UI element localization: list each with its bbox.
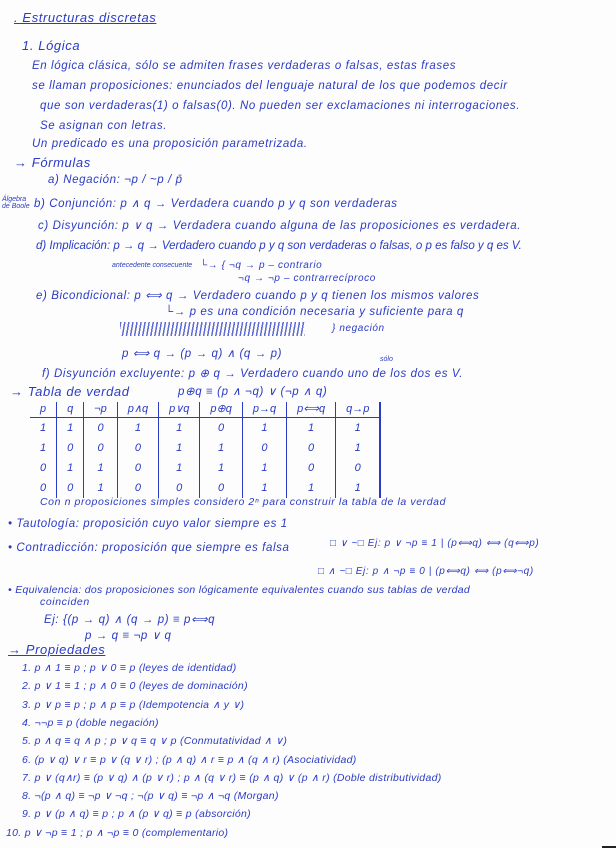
table-cell: 1 <box>242 478 286 498</box>
property-item: 5. p ∧ q ≡ q ∧ p ; p ∨ q ≡ q ∨ p (Conmutatividad ∧ ∨) <box>22 735 288 748</box>
table-column-header: p⟺q <box>287 402 336 418</box>
property-item: 6. (p ∨ q) ∨ r ≡ p ∨ (q ∨ r) ; (p ∧ q) ∧ r ≡ p ∧ (q ∧ r) (Asociatividad) <box>22 753 357 766</box>
table-cell: 1 <box>242 418 286 439</box>
table-cell: 1 <box>287 478 336 498</box>
table-cell: 0 <box>30 458 57 478</box>
table-header-row <box>30 402 380 418</box>
table-column-header: p∧q <box>117 402 158 418</box>
table-cell: 0 <box>242 438 286 458</box>
tautology-example: □ ∨ ~□ Ej: p ∨ ¬p ≡ 1 | (p⟺q) ⟺ (q⟺p) <box>330 538 540 549</box>
property-item: 1. p ∧ 1 ≡ p ; p ∨ 0 ≡ p (leyes de identidad) <box>22 662 237 674</box>
table-column-header: p∨q <box>159 402 200 418</box>
implication-contrapositive: ¬q → ¬p – contrarrecíproco <box>238 273 376 284</box>
formula-negation: a) Negación: ¬p / ~p / p̄ <box>48 174 183 186</box>
table-cell: 1 <box>159 418 200 439</box>
definition-tautology: • Tautología: proposición cuyo valor siempre es 1 <box>8 518 288 530</box>
implication-contrary: └→ { ¬q → p – contrario <box>200 260 323 271</box>
table-cell: 1 <box>242 458 286 478</box>
intro-line: que son verdaderas(1) o falsas(0). No pueden ser exclamaciones ni interrogaciones. <box>40 100 521 112</box>
definition-contradiction: • Contradicción: proposición que siempre es falsa <box>8 542 290 554</box>
property-item: 10. p ∨ ¬p ≡ 1 ; p ∧ ¬p ≡ 0 (complementario) <box>6 826 229 839</box>
table-cell: 1 <box>336 438 381 458</box>
table-cell: 1 <box>57 418 84 439</box>
table-column-header: q→p <box>336 402 381 418</box>
table-cell: 0 <box>84 418 118 439</box>
formula-disjunction: c) Disyunción: p ∨ q → Verdadera cuando alguna de las proposiciones es verdadera. <box>38 220 521 232</box>
intro-line: Se asignan con letras. <box>40 120 167 132</box>
table-column-header: p→q <box>242 402 286 418</box>
biconditional-note: └→ p es una condición necesaria y suficiente para q <box>165 306 464 318</box>
property-item: 7. p ∨ (q∧r) ≡ (p ∨ q) ∧ (p ∨ r) ; p ∧ (q ∨ r) ≡ (p ∧ q) ∨ (p ∧ r) (Doble distributividad) <box>22 771 442 784</box>
table-cell: 0 <box>200 418 242 439</box>
table-cell: 0 <box>30 478 57 498</box>
side-note: Álgebra de Boole <box>2 196 30 210</box>
crossed-out-text <box>120 322 305 336</box>
table-cell: 0 <box>57 438 84 458</box>
table-cell: 0 <box>117 438 158 458</box>
table-cell: 1 <box>159 458 200 478</box>
table-cell: 1 <box>159 438 200 458</box>
table-column-header: p <box>30 402 57 418</box>
table-cell: 1 <box>30 418 57 439</box>
formula-implication: d) Implicación: p → q → Verdadero cuando p y q son verdaderas o falsas, o p es falso y q es V. <box>36 240 522 252</box>
intro-line: En lógica clásica, sólo se admiten frases verdaderas o falsas, estas frases <box>32 60 457 72</box>
table-cell: 0 <box>57 478 84 498</box>
table-cell: 0 <box>117 458 158 478</box>
table-cell: 1 <box>84 478 118 498</box>
table-column-header: p⊕q <box>200 402 242 418</box>
equivalence-example-2: p → q ≡ ¬p ∨ q <box>85 630 172 642</box>
property-item: 2. p ∨ 1 ≡ 1 ; p ∧ 0 ≡ 0 (leyes de dominación) <box>22 680 248 693</box>
property-item: 3. p ∨ p ≡ p ; p ∧ p ≡ p (Idempotencia ∧ y ∨) <box>22 698 245 711</box>
table-cell: 1 <box>336 478 381 498</box>
table-cell: 1 <box>57 458 84 478</box>
intro-line: se llaman proposiciones: enunciados del lenguaje natural de los que podemos decir <box>32 80 508 92</box>
table-cell: 1 <box>117 418 158 439</box>
table-cell: 0 <box>200 478 242 498</box>
table-column-header: q <box>57 402 84 418</box>
property-item: 9. p ∨ (p ∧ q) ≡ p ; p ∧ (p ∨ q) ≡ p (absorción) <box>22 808 251 821</box>
table-cell: 0 <box>287 438 336 458</box>
truth-table-heading: → Tabla de verdad <box>10 384 130 399</box>
table-cell: 1 <box>336 418 381 439</box>
table-row <box>30 478 380 498</box>
table-cell: 0 <box>117 478 158 498</box>
table-cell: 1 <box>200 438 242 458</box>
formulas-heading: → Fórmulas <box>14 155 91 170</box>
properties-heading: → Propiedades <box>8 642 106 657</box>
property-item: 8. ¬(p ∧ q) ≡ ¬p ∨ ¬q ; ¬(p ∨ q) ≡ ¬p ∧ ¬q (Morgan) <box>22 790 279 803</box>
truth-table <box>30 402 381 498</box>
contradiction-example: □ ∧ ~□ Ej: p ∧ ¬p ≡ 0 | (p⟺q) ⟺ (p⟺¬q) <box>318 566 534 577</box>
table-column-header: ¬p <box>84 402 118 418</box>
table-row <box>30 438 380 458</box>
table-row <box>30 418 380 439</box>
biconditional-equivalence: p ⟺ q → (p → q) ∧ (q → p) <box>122 348 283 360</box>
table-cell: 0 <box>287 458 336 478</box>
table-cell: 1 <box>84 458 118 478</box>
equivalence-example-1: Ej: {(p → q) ∧ (q → p) ≡ p⟺q <box>44 614 216 626</box>
intro-line: Un predicado es una proposición parametrizada. <box>32 138 308 150</box>
property-item: 4. ¬¬p ≡ p (doble negación) <box>22 716 159 729</box>
formula-conjunction: b) Conjunción: p ∧ q → Verdadera cuando p y q son verdaderas <box>34 198 398 210</box>
xor-definition: p⊕q ≡ (p ∧ ¬q) ∨ (¬p ∧ q) <box>178 386 328 398</box>
page-title: . Estructuras discretas <box>14 10 157 25</box>
table-row <box>30 458 380 478</box>
table-cell: 0 <box>159 478 200 498</box>
formula-xor: f) Disyunción excluyente: p ⊕ q → Verdadero cuando uno de los dos es V. <box>42 368 464 380</box>
formula-biconditional: e) Bicondicional: p ⟺ q → Verdadero cuando p y q tienen los mismos valores <box>36 290 480 302</box>
definition-equivalence: • Equivalencia: dos proposiciones son lógicamente equivalentes cuando sus tablas de verdad <box>8 584 471 596</box>
truth-table-note: Con n proposiciones simples considero 2ⁿ para construir la tabla de la verdad <box>40 496 447 508</box>
table-body <box>30 418 380 499</box>
section-heading-logica: 1. Lógica <box>22 38 81 53</box>
table-cell: 0 <box>84 438 118 458</box>
table-cell: 1 <box>30 438 57 458</box>
table-cell: 1 <box>200 458 242 478</box>
definition-equivalence-cont: coinciden <box>40 596 90 608</box>
negation-note: } negación <box>332 323 385 334</box>
implication-labels: antecedente consecuente <box>112 262 193 269</box>
table-cell: 0 <box>336 458 381 478</box>
xor-note: sólo <box>380 356 393 363</box>
table-cell: 1 <box>287 418 336 439</box>
